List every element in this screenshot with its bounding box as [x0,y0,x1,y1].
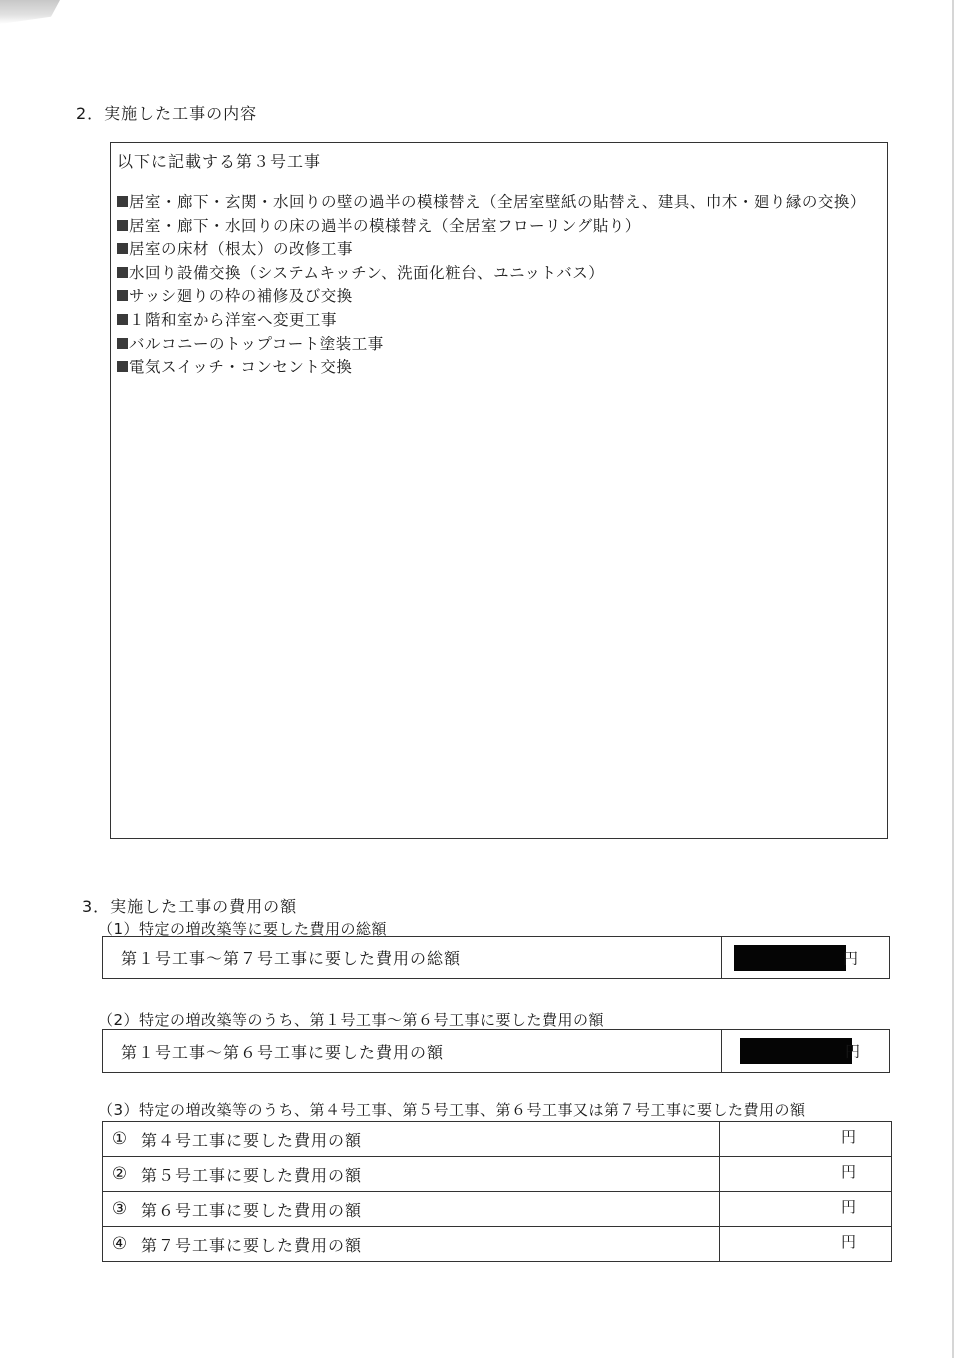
total-cost-label: 第１号工事～第７号工事に要した費用の総額 [103,937,722,979]
total-cost-table [102,936,890,979]
section-3-heading: 3．実施した工事の費用の額 [82,897,298,916]
black-square-icon [117,314,128,325]
black-square-icon [117,243,128,254]
scan-shadow [0,0,60,24]
table-row [103,1122,892,1157]
cost-1-6-label: 第１号工事～第６号工事に要した費用の額 [103,1030,722,1073]
black-square-icon [117,361,128,372]
black-square-icon [117,267,128,278]
subsection-3-title: （3）特定の増改築等のうち、第４号工事、第５号工事、第６号工事又は第７号工事に要した費用の額 [98,1101,806,1119]
yen-unit: 円 [840,1163,857,1181]
row-number: ① [103,1122,138,1157]
cost-1-6-table [102,1029,890,1073]
row-label: 第６号工事に要した費用の額 [137,1192,720,1227]
total-cost-amount [722,937,890,979]
list-item: 居室・廊下・玄関・水回りの壁の過半の模様替え（全居室壁紙の貼替え、建具、巾木・廻り縁の交換） [117,191,866,215]
row-label: 第４号工事に要した費用の額 [137,1122,720,1157]
redacted-amount [734,945,846,971]
row-amount [720,1192,892,1227]
section-2-heading: 2．実施した工事の内容 [76,104,258,123]
black-square-icon [117,196,128,207]
list-item: バルコニーのトップコート塗装工事 [117,333,866,357]
work-content-box [110,142,888,839]
table-row [103,1192,892,1227]
list-item: サッシ廻りの枠の補修及び交換 [117,285,866,309]
work-content-box-title: 以下に記載する第３号工事 [117,152,322,171]
yen-unit: 円 [842,949,859,967]
list-item: 水回り設備交換（システムキッチン、洗面化粧台、ユニットバス） [117,262,866,286]
yen-unit: 円 [844,1042,861,1061]
list-item: 電気スイッチ・コンセント交換 [117,356,866,380]
work-item-list [117,191,866,380]
row-amount [720,1227,892,1262]
row-amount [720,1122,892,1157]
table-row [103,1157,892,1192]
list-item: 居室・廊下・水回りの床の過半の模様替え（全居室フローリング貼り） [117,215,866,239]
cost-1-6-amount [722,1030,890,1073]
subsection-2-title: （2）特定の増改築等のうち、第１号工事～第６号工事に要した費用の額 [98,1011,605,1029]
row-number: ② [103,1157,138,1192]
list-item: 居室の床材（根太）の改修工事 [117,238,866,262]
black-square-icon [117,290,128,301]
yen-unit: 円 [840,1198,857,1216]
black-square-icon [117,220,128,231]
yen-unit: 円 [840,1233,857,1251]
cost-4-7-table [102,1121,892,1262]
yen-unit: 円 [840,1128,857,1146]
row-number: ③ [103,1192,138,1227]
row-label: 第７号工事に要した費用の額 [137,1227,720,1262]
row-number: ④ [103,1227,138,1262]
black-square-icon [117,338,128,349]
subsection-1-title: （1）特定の増改築等に要した費用の総額 [98,920,388,938]
table-row [103,1227,892,1262]
redacted-amount [740,1038,852,1064]
row-label: 第５号工事に要した費用の額 [137,1157,720,1192]
page-edge-line [952,0,954,1358]
list-item: １階和室から洋室へ変更工事 [117,309,866,333]
row-amount [720,1157,892,1192]
